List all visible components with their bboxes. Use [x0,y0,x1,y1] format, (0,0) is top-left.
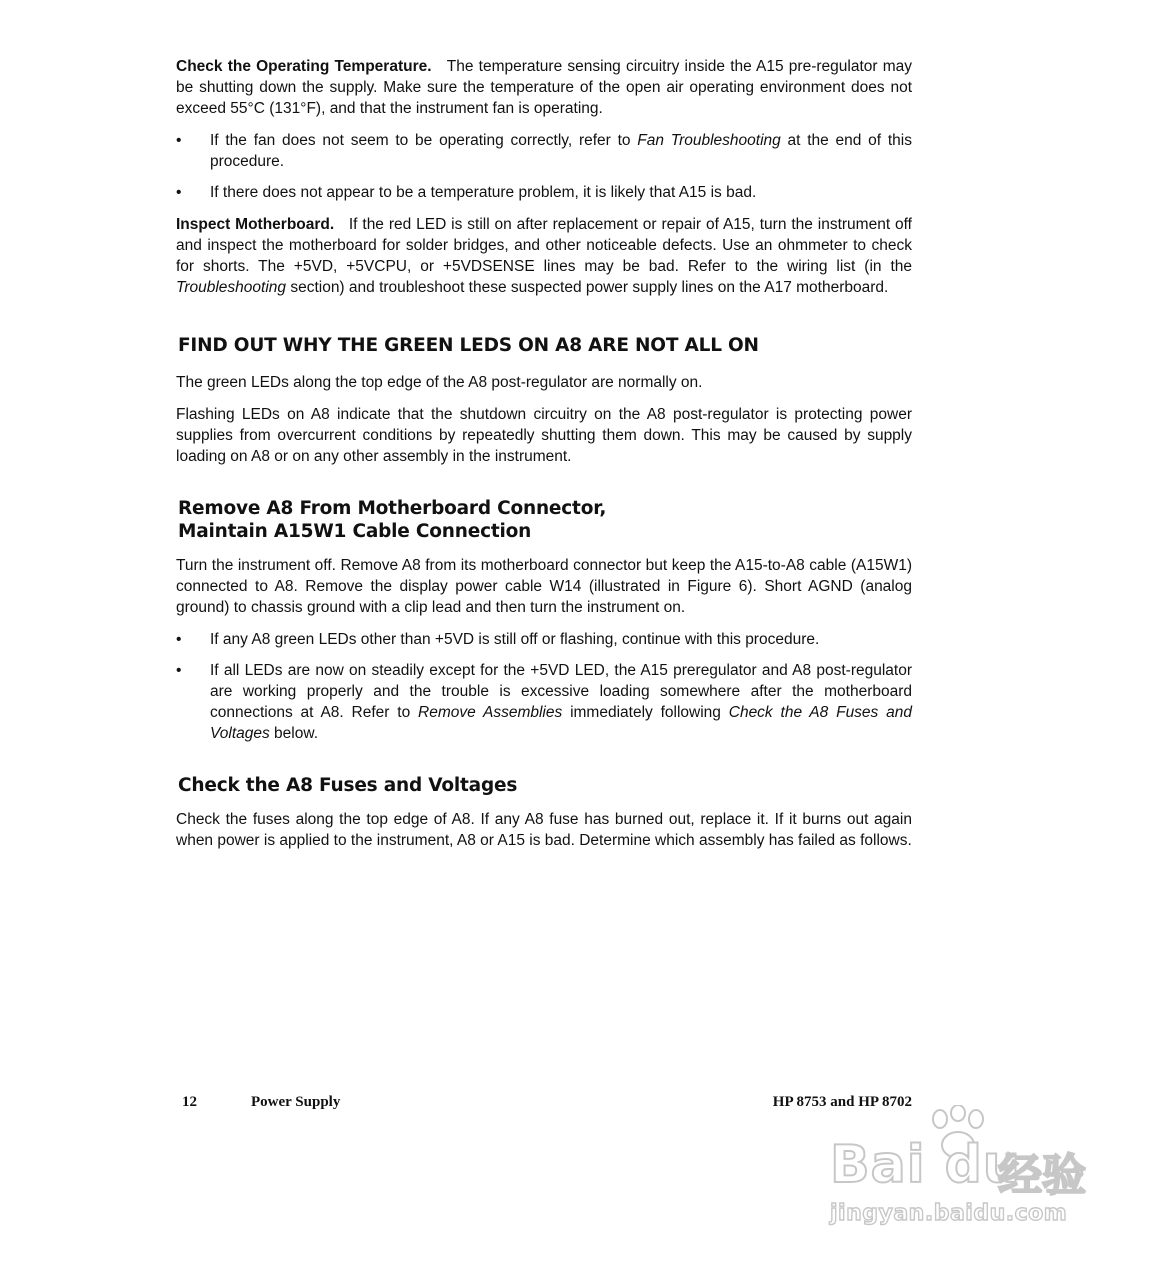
fuses-paragraph: Check the fuses along the top edge of A8. If any A8 fuse has burned out, replace it. If it burns out again when power is applied to the instrument, A8 or A15 is bad. Determine which assembly has failed as follows. [176,811,912,849]
bullet-icon: • [176,132,182,149]
temperature-bullet-list [176,130,912,203]
baidu-watermark [830,1105,1100,1235]
bullet-icon: • [176,184,182,201]
watermark-url: jingyan.baidu.com [830,1201,1068,1226]
document-page [176,56,912,862]
list-item: • If the fan does not seem to be operating correctly, refer to Fan Troubleshooting at the end of this procedure. [176,132,912,170]
green-leds-heading: FIND OUT WHY THE GREEN LEDS ON A8 ARE NOT ALL ON [178,335,759,356]
bullet-icon: • [176,662,182,679]
motherboard-paragraph: Inspect Motherboard. If the red LED is still on after replacement or repair of A15, turn the instrument off and inspect the motherboard for solder bridges, and other noticeable defects. Use an ohmmeter to check for shorts. The +5VD, +5VCPU, or +5VDSENSE lines may be bad. Refer to the wiring list (in the Troubleshooting section) and troubleshoot these suspected power supply lines on the A17 motherboard. [176,216,912,296]
watermark-brand: Bai du [830,1135,1021,1195]
remove-a8-heading: Remove A8 From Motherboard Connector, Maintain A15W1 Cable Connection [178,498,607,542]
remove-assemblies-reference: Remove Assemblies [418,704,563,721]
bullet-icon: • [176,631,182,648]
remove-a8-paragraph: Turn the instrument off. Remove A8 from its motherboard connector but keep the A15-to-A8 cable (A15W1) connected to A8. Remove the display power cable W14 (illustrated in Figure 6). Short AGND (analog ground) to chassis ground with a clip lead and then turn the instrument on. [176,557,912,616]
list-item: • If all LEDs are now on steadily except for the +5VD LED, the A15 preregulator and A8 post-regulator are working properly and the trouble is excessive loading somewhere after the motherboard connections at A8. Refer to Remove Assemblies immediately following Check the A8 Fuses and Voltages below. [176,662,912,742]
temperature-heading: Check the Operating Temperature. [176,58,432,75]
page-number: 12 [182,1094,197,1110]
check-fuses-reference: Check the A8 Fuses and Voltages [210,704,912,742]
footer-model: HP 8753 and HP 8702 [772,1094,912,1110]
green-leds-paragraph-2: Flashing LEDs on A8 indicate that the shutdown circuitry on the A8 post-regulator is protecting power supplies from overcurrent conditions by repeatedly shutting them down. This may be caused by supply loading on A8 or on any other assembly in the instrument. [176,406,912,465]
troubleshooting-reference: Troubleshooting [176,279,287,296]
temperature-body: The temperature sensing circuitry inside the A15 pre-regulator may be shutting down the supply. Make sure the temperature of the open air operating environment does not exceed 55°C (131°F), and that the instrument fan is operating. [176,58,912,117]
footer-section-name: Power Supply [251,1094,341,1110]
list-item: • If any A8 green LEDs other than +5VD is still off or flashing, continue with this procedure. [176,631,820,648]
watermark-chinese: 经验 [998,1150,1086,1201]
fan-troubleshooting-reference: Fan Troubleshooting [637,132,781,149]
green-leds-paragraph-1: The green LEDs along the top edge of the A8 post-regulator are normally on. [176,374,703,391]
remove-a8-bullet-list [176,629,912,744]
temperature-paragraph [176,56,912,119]
motherboard-heading: Inspect Motherboard. [176,216,335,233]
list-item: • If there does not appear to be a temperature problem, it is likely that A15 is bad. [176,184,757,201]
fuses-heading: Check the A8 Fuses and Voltages [178,775,518,796]
